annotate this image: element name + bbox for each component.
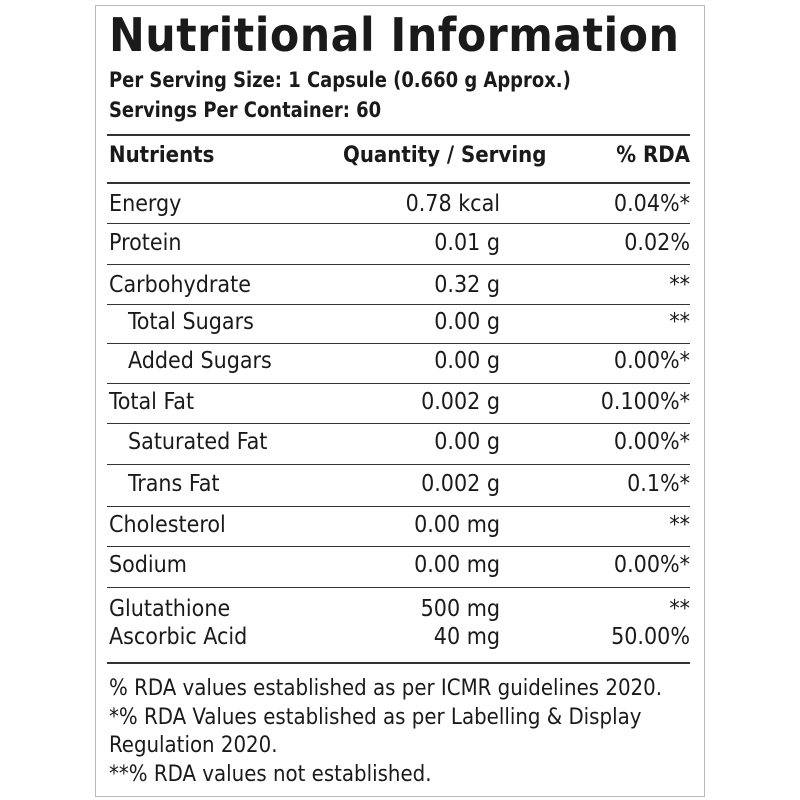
table-bottom-rule <box>107 662 690 664</box>
row-total-fat-name: Total Fat <box>109 389 195 415</box>
row-ascorbic-acid-quantity: 40 mg <box>433 624 500 650</box>
serving-size: Per Serving Size: 1 Capsule (0.660 g Approx.) <box>109 68 571 92</box>
footnote-not-established: **% RDA values not established. <box>109 762 432 787</box>
row-added-sugars-rda: 0.00%* <box>613 348 690 374</box>
footnote-icmr: % RDA values established as per ICMR guidelines 2020. <box>109 676 663 701</box>
row-protein-quantity: 0.01 g <box>434 230 500 256</box>
row-trans-fat-rda: 0.1%* <box>627 471 690 497</box>
row-saturated-fat-quantity: 0.00 g <box>434 429 500 455</box>
row-total-fat-quantity: 0.002 g <box>421 389 500 415</box>
row-sodium-name: Sodium <box>109 552 187 578</box>
row-total-sugars-name: Total Sugars <box>128 309 254 335</box>
row-cholesterol-quantity: 0.00 mg <box>414 512 500 538</box>
row-cholesterol-rda: ** <box>669 512 690 538</box>
row-energy-name: Energy <box>109 191 182 217</box>
row-sodium-rda: 0.00%* <box>613 552 690 578</box>
servings-per-container: Servings Per Container: 60 <box>109 98 382 122</box>
row-saturated-fat-name: Saturated Fat <box>128 429 268 455</box>
header-bottom-rule <box>107 182 690 184</box>
row-glutathione-name: Glutathione <box>109 596 231 622</box>
header-top-rule <box>107 134 690 136</box>
header-rda: % RDA <box>616 143 690 168</box>
label-title: Nutritional Information <box>109 8 680 62</box>
row-ascorbic-acid-rda: 50.00% <box>611 624 690 650</box>
row-saturated-fat-rda: 0.00%* <box>613 429 690 455</box>
row-carbohydrate-name: Carbohydrate <box>109 272 251 298</box>
row-sodium-quantity: 0.00 mg <box>414 552 500 578</box>
row-divider <box>107 464 690 465</box>
row-divider <box>107 546 690 547</box>
footnote-labelling: *% RDA Values established as per Labelling & Display <box>109 705 642 730</box>
row-glutathione-quantity: 500 mg <box>420 596 500 622</box>
row-divider <box>107 383 690 384</box>
footnote-labelling-cont: Regulation 2020. <box>109 733 278 758</box>
row-divider <box>107 587 690 588</box>
row-total-sugars-rda: ** <box>669 309 690 335</box>
row-energy-rda: 0.04%* <box>613 191 690 217</box>
header-quantity: Quantity / Serving <box>343 143 547 168</box>
row-added-sugars-name: Added Sugars <box>128 348 272 374</box>
row-added-sugars-quantity: 0.00 g <box>434 348 500 374</box>
row-carbohydrate-quantity: 0.32 g <box>434 272 500 298</box>
row-energy-quantity: 0.78 kcal <box>405 191 500 217</box>
row-divider <box>107 423 690 424</box>
row-cholesterol-name: Cholesterol <box>109 512 226 538</box>
row-trans-fat-name: Trans Fat <box>128 471 220 497</box>
row-total-sugars-quantity: 0.00 g <box>434 309 500 335</box>
header-nutrients: Nutrients <box>109 143 215 168</box>
row-protein-name: Protein <box>109 230 182 256</box>
row-ascorbic-acid-name: Ascorbic Acid <box>109 624 248 650</box>
row-divider <box>107 506 690 507</box>
row-divider <box>107 264 690 265</box>
row-divider <box>107 343 690 344</box>
row-glutathione-rda: ** <box>669 596 690 622</box>
row-carbohydrate-rda: ** <box>669 272 690 298</box>
row-divider <box>107 223 690 224</box>
row-trans-fat-quantity: 0.002 g <box>421 471 500 497</box>
row-total-fat-rda: 0.100%* <box>600 389 690 415</box>
row-protein-rda: 0.02% <box>624 230 690 256</box>
row-divider <box>107 304 690 305</box>
